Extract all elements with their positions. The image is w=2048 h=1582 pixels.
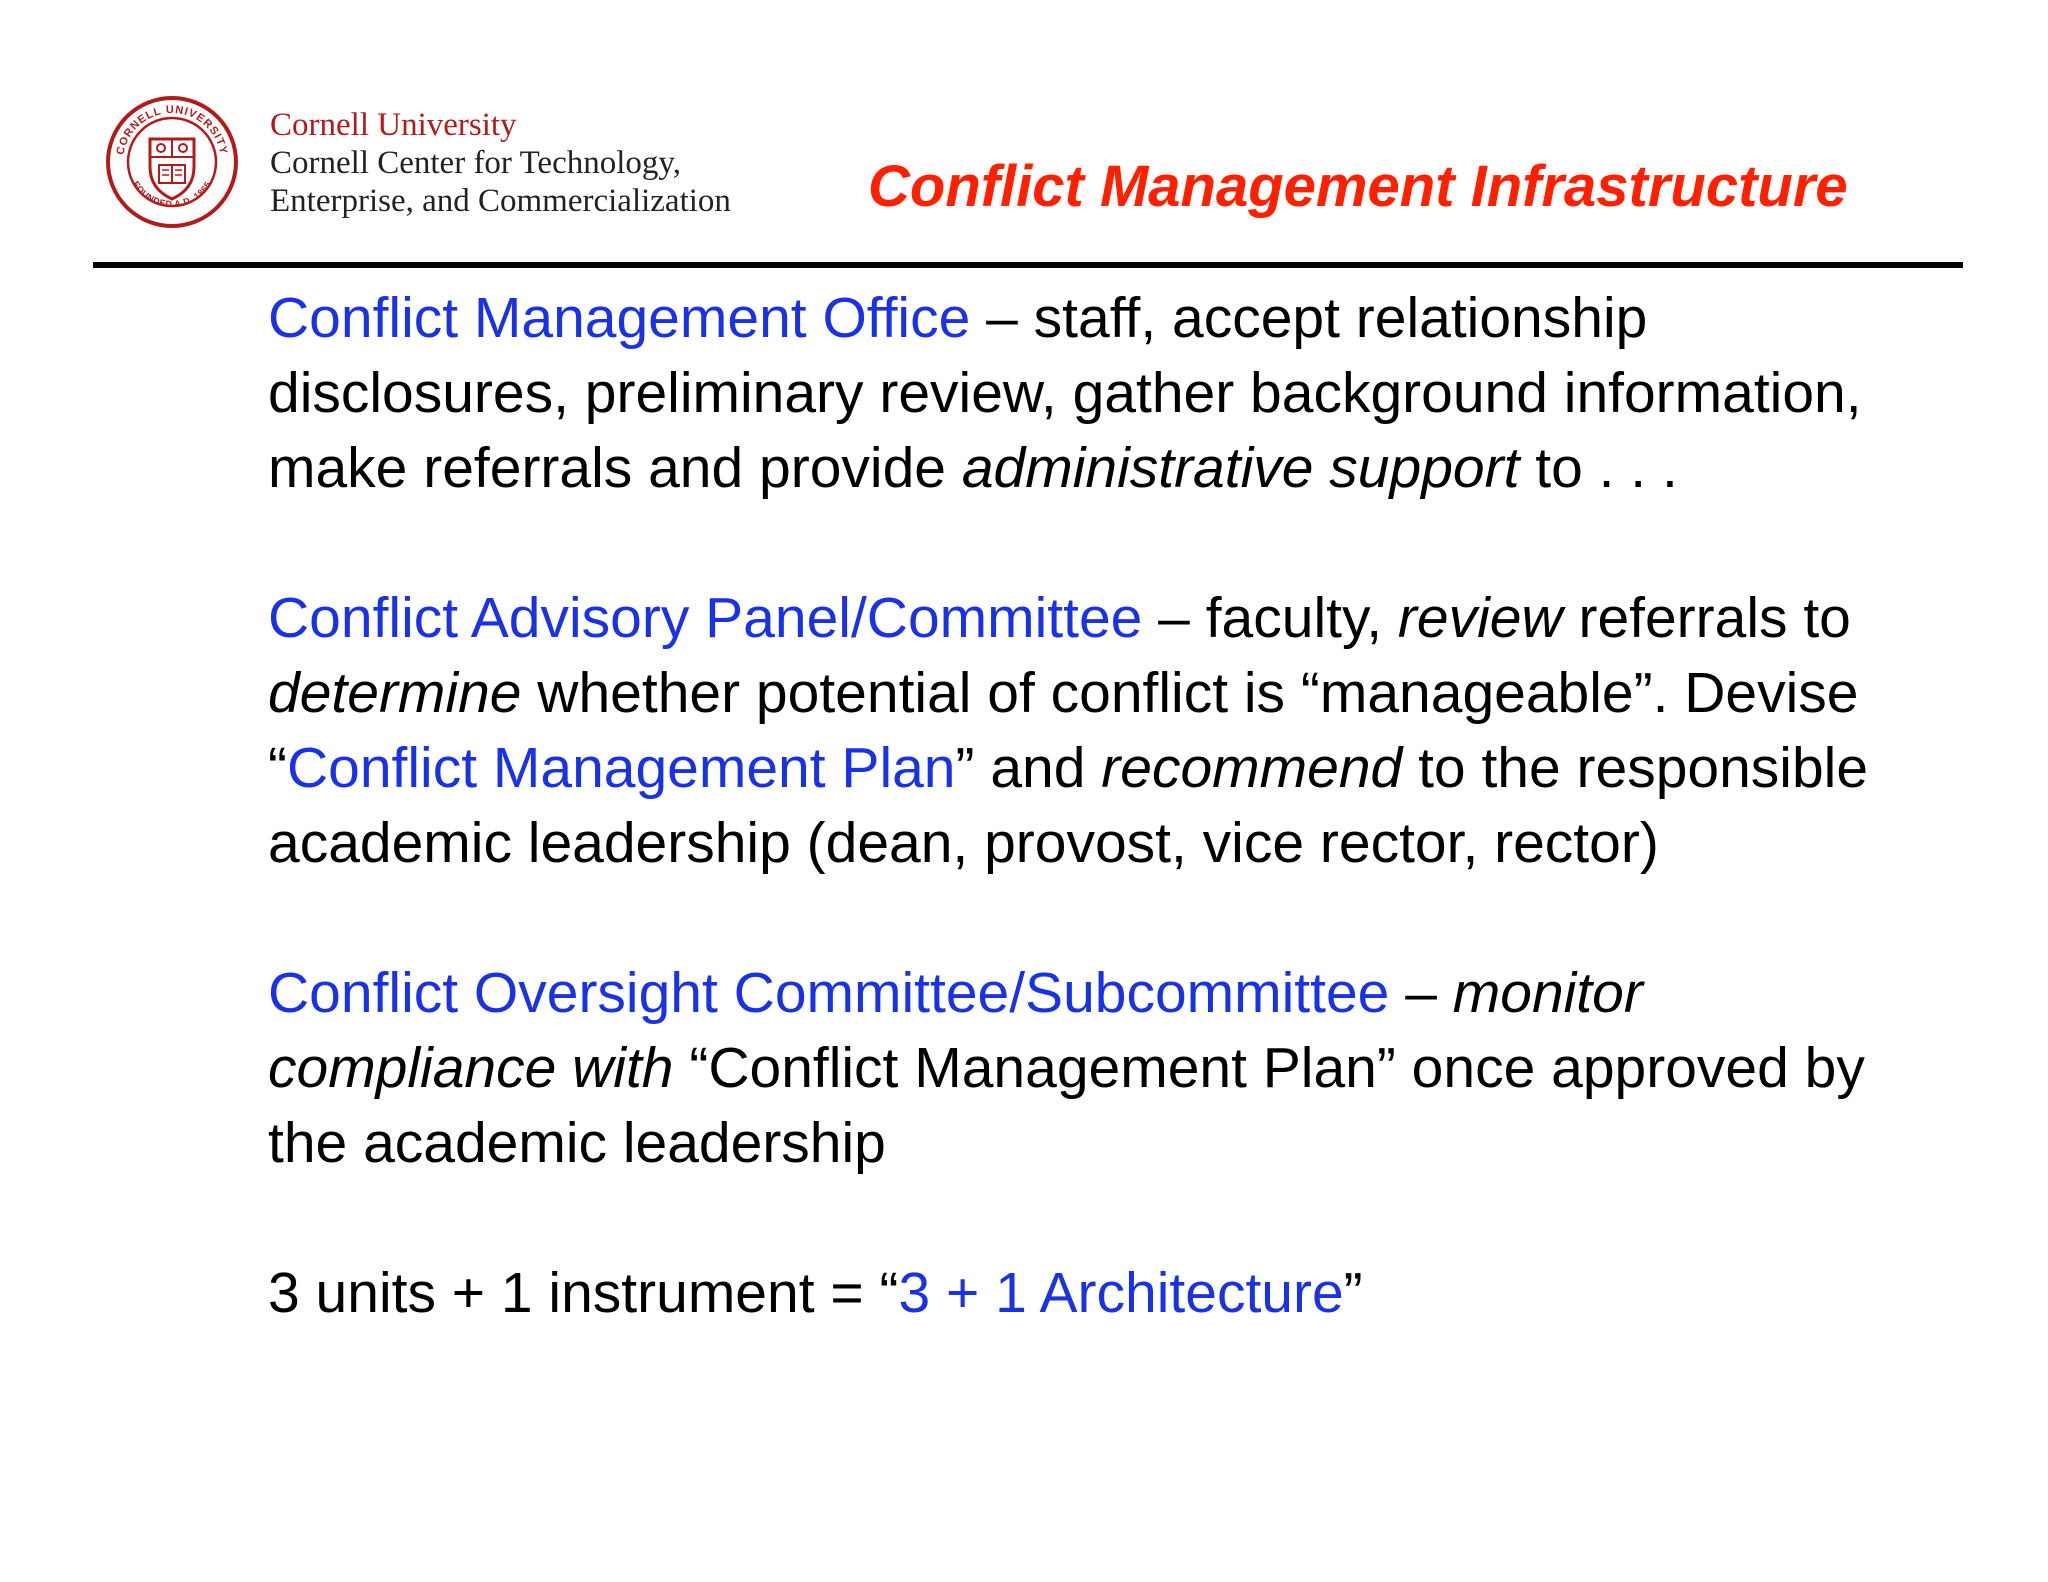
section-architecture-summary: 3 units + 1 instrument = “3 + 1 Architecture” [268, 1261, 1363, 1325]
logo-wordmark [270, 106, 731, 220]
logo-center-name-line1: Cornell Center for Technology, [270, 145, 682, 181]
svg-text:FOUNDED A.D. 1865: FOUNDED A.D. 1865 [130, 179, 214, 210]
section-management-office: Conflict Management Office – staff, accept relationship disclosures, preliminary review, gather background information, make referrals and provide administrative support to . . . [268, 286, 1862, 500]
logo-center-name-line2: Enterprise, and Commercialization [270, 183, 731, 219]
section-heading: Conflict Oversight Committee/Subcommittee [268, 961, 1390, 1025]
section-heading: Conflict Advisory Panel/Committee [268, 586, 1143, 650]
logo-university-name: Cornell University [270, 107, 517, 143]
slide-title: Conflict Management Infrastructure [868, 154, 1848, 219]
header-divider [93, 262, 1963, 268]
slide-body [268, 281, 1908, 1406]
cornell-seal-logo [105, 95, 239, 229]
plan-highlight: Conflict Management Plan [286, 736, 956, 800]
architecture-highlight: 3 + 1 Architecture [898, 1261, 1344, 1325]
section-advisory-panel: Conflict Advisory Panel/Committee – faculty, review referrals to determine whether potential of conflict is “manageable”. Devise “Conflict Management Plan” and recommend to the responsible academic leadership (dean, provost, vice rector, rector) [268, 586, 1869, 875]
section-heading: Conflict Management Office [268, 286, 971, 350]
section-oversight-committee: Conflict Oversight Committee/Subcommittee – monitor compliance with “Conflict Management Plan” once approved by the academic leadership [268, 961, 1865, 1175]
svg-text:CORNELL UNIVERSITY: CORNELL UNIVERSITY [114, 103, 230, 156]
